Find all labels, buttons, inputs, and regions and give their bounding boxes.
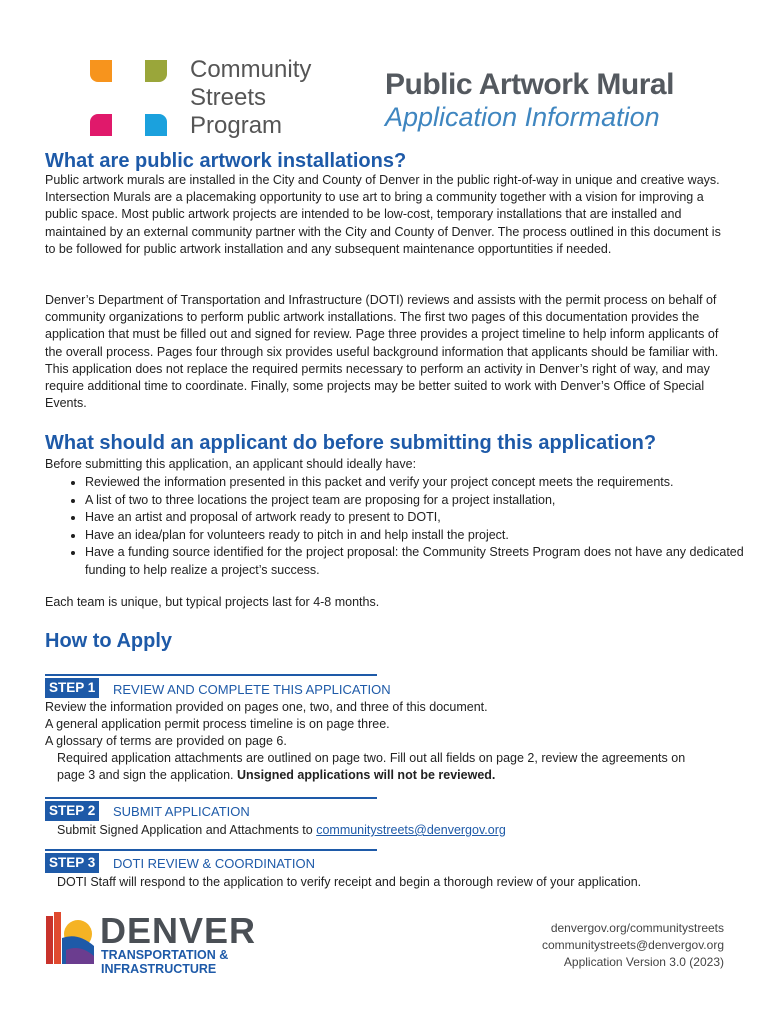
step-3-title: DOTI REVIEW & COORDINATION xyxy=(113,856,315,871)
denver-logo-icon xyxy=(44,910,98,968)
step-1-rule xyxy=(45,674,377,676)
document-title: Public Artwork Mural xyxy=(385,68,674,101)
step-1-title: REVIEW AND COMPLETE THIS APPLICATION xyxy=(113,682,391,697)
denver-wordmark: DENVER xyxy=(100,910,257,951)
step-3-instructions: DOTI Staff will respond to the application to verify receipt and begin a thorough review of your application. xyxy=(57,875,642,889)
step-1-line-5-text: page 3 and sign the application. xyxy=(57,768,237,782)
step-1-line-4: Required application attachments are outlined on page two. Fill out all fields on page 2, review the agreements on xyxy=(57,751,686,765)
list-item: • Have an artist and proposal of artwork ready to present to DOTI, xyxy=(85,509,765,527)
step-2-rule xyxy=(45,797,377,799)
department-line-1: TRANSPORTATION & xyxy=(101,948,229,962)
step-1-line-3: A glossary of terms are provided on page 6. xyxy=(45,734,287,748)
logo-square-orange xyxy=(90,60,112,82)
intro-paragraph: Public artwork murals are installed in the City and County of Denver in the public right-of-way in unique and creative ways. Intersection Murals are a placemaking opportunity to use art to bring a community together with a vision for improving a public space. Most public artwork projects are intended to be low-cost, temporary installations that are installed and maintained by an external community partner with the City and County of Denver. The process outlined in this document is to be followed for public artwork installation and any subsequent maintenance opportuntities if needed. xyxy=(45,173,721,256)
before-submitting-intro: Before submitting this application, an applicant should ideally have: xyxy=(45,457,417,471)
section-heading-before-submitting: What should an applicant do before submitting this application? xyxy=(45,432,657,454)
list-item: • A list of two to three locations the project team are proposing for a project installation, xyxy=(85,492,765,510)
program-logo-text xyxy=(190,56,311,140)
logo-line-2: Streets xyxy=(190,84,267,111)
step-3-rule xyxy=(45,849,377,851)
step-3-badge: STEP 3 xyxy=(45,853,99,873)
step-1-badge: STEP 1 xyxy=(45,678,99,698)
footer-url[interactable]: denvergov.org/communitystreets xyxy=(550,921,724,935)
list-item: • Have a funding source identified for the project proposal: the Community Streets Program does not have any dedicated funding to help realize a project’s success. xyxy=(85,544,765,579)
step-2-title: SUBMIT APPLICATION xyxy=(113,804,250,819)
list-item: • Reviewed the information presented in this packet and verify your project concept meets the requirements. xyxy=(85,474,765,492)
section-heading-how-to-apply: How to Apply xyxy=(45,630,173,652)
unsigned-warning: Unsigned applications will not be reviewed. xyxy=(237,768,496,782)
prerequisite-list xyxy=(45,474,765,579)
logo-square-blue xyxy=(145,114,167,136)
submission-email-link[interactable]: communitystreets@denvergov.org xyxy=(316,823,506,837)
step-1-line-1: Review the information provided on pages one, two, and three of this document. xyxy=(45,700,488,714)
department-line-2: INFRASTRUCTURE xyxy=(101,962,217,976)
logo-square-green xyxy=(145,60,167,82)
step-2-badge: STEP 2 xyxy=(45,801,99,821)
doti-paragraph: Denver’s Department of Transportation and Infrastructure (DOTI) reviews and assists with the permit process on behalf of community organizations to perform public artwork installations. The first two pages of this documentation provides the application that must be filled out and signed for review. Page three provides a project timeline to help inform applicants of the overall process. Pages four through six provides useful background information that applicants should be familiar with. This application does not replace the required permits necessary to perform an activity in Denver’s right of way, and may require additional time to coordinate. Finally, some projects may be better suited to work with Denver’s Office of Special Events. xyxy=(45,293,719,411)
list-item: • Have an idea/plan for volunteers ready to pitch in and help install the project. xyxy=(85,527,765,545)
footer-version: Application Version 3.0 (2023) xyxy=(563,955,724,969)
step-2-instructions xyxy=(57,822,506,839)
logo-line-1: Community xyxy=(190,56,312,83)
footer-email[interactable]: communitystreets@denvergov.org xyxy=(541,938,724,952)
project-duration-note: Each team is unique, but typical projects last for 4-8 months. xyxy=(45,595,380,609)
step-2-text: Submit Signed Application and Attachments to xyxy=(57,823,317,837)
department-name xyxy=(101,948,228,976)
section-heading-installations: What are public artwork installations? xyxy=(45,150,407,172)
step-1-line-2: A general application permit process timeline is on page three. xyxy=(45,717,390,731)
document-subtitle: Application Information xyxy=(385,102,660,132)
logo-square-pink xyxy=(90,114,112,136)
footer-contact xyxy=(542,920,724,971)
step-1-line-5 xyxy=(57,767,495,784)
logo-line-3: Program xyxy=(190,112,283,139)
